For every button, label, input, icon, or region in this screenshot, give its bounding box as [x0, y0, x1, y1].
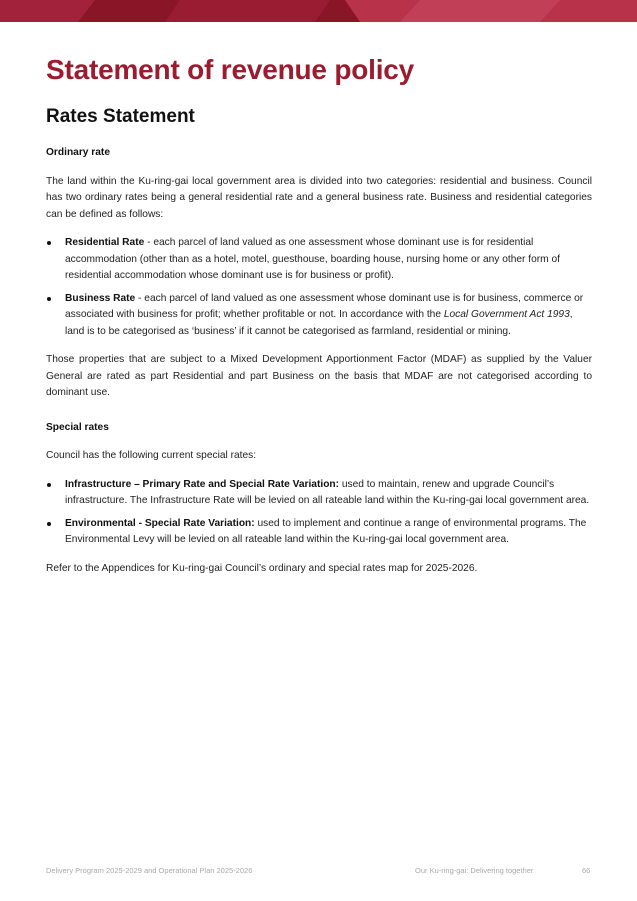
- footer-tagline: Our Ku-ring-gai: Delivering together: [415, 866, 534, 875]
- ordinary-rate-heading: Ordinary rate: [46, 147, 110, 158]
- special-rates-list: [46, 477, 592, 549]
- business-rate-text-end: , land is to be categorised as ‘business’ if it cannot be categorised as farmland, residential or mining.: [65, 309, 573, 337]
- residential-rate-label: Residential Rate: [65, 237, 145, 248]
- list-item-environmental: [46, 516, 592, 549]
- ordinary-rate-list: [46, 235, 592, 340]
- list-item-residential: [46, 235, 592, 285]
- environmental-text: used to implement and continue a range of environmental programs. The Environmental Levy will be levied on all rateable land within the Ku-ring-gai local government area.: [65, 517, 587, 545]
- page-title: Statement of revenue policy: [46, 54, 415, 85]
- residential-rate-text: - each parcel of land valued as one assessment whose dominant use is for residential accommodation (other than as a hotel, motel, guesthouse, boarding house, nursing home or any other form of residential accommodation whose dominant use is for business or profit).: [65, 237, 560, 281]
- appendix-reference: Refer to the Appendices for Ku-ring-gai Council’s ordinary and special rates map for 2025-2026.: [46, 562, 478, 574]
- bullet-icon: [47, 297, 51, 301]
- ordinary-rate-intro: The land within the Ku-ring-gai local government area is divided into two categories: residential and business. Council has two ordinary rates being a general residential rate and a general business rate. Business and residential categories can be defined as follows:: [46, 175, 592, 220]
- business-rate-text: - each parcel of land valued as one assessment whose dominant use is for business, commerce or associated with business for profit; whether profitable or not. In accordance with the: [65, 292, 584, 320]
- bullet-icon: [47, 483, 51, 487]
- bullet-icon: [47, 522, 51, 526]
- footer-document-title: Delivery Program 2025-2029 and Operational Plan 2025-2026: [46, 866, 253, 875]
- content-body: [46, 145, 592, 589]
- local-government-act: Local Government Act 1993: [443, 309, 570, 320]
- special-rates-intro: Council has the following current special rates:: [46, 450, 257, 461]
- page-number: 66: [582, 866, 591, 875]
- infrastructure-label: Infrastructure – Primary Rate and Special Rate Variation:: [65, 478, 340, 490]
- special-rates-heading: Special rates: [46, 421, 109, 433]
- header-banner: [0, 0, 637, 22]
- business-rate-label: Business Rate: [65, 292, 136, 304]
- infrastructure-text: used to maintain, renew and upgrade Council’s infrastructure. The Infrastructure Rate will be levied on all rateable land within the Ku-ring-gai local government area.: [65, 478, 590, 506]
- section-heading: Rates Statement: [46, 106, 195, 127]
- list-item-infrastructure: [46, 477, 592, 510]
- mdaf-paragraph: Those properties that are subject to a Mixed Development Apportionment Factor (MDAF) as supplied by the Valuer General are rated as part Residential and part Business on the basis that MDAF are not categorised according to dominant use.: [46, 354, 592, 398]
- bullet-icon: [47, 241, 51, 245]
- list-item-business: [46, 291, 592, 341]
- environmental-label: Environmental - Special Rate Variation:: [65, 517, 255, 529]
